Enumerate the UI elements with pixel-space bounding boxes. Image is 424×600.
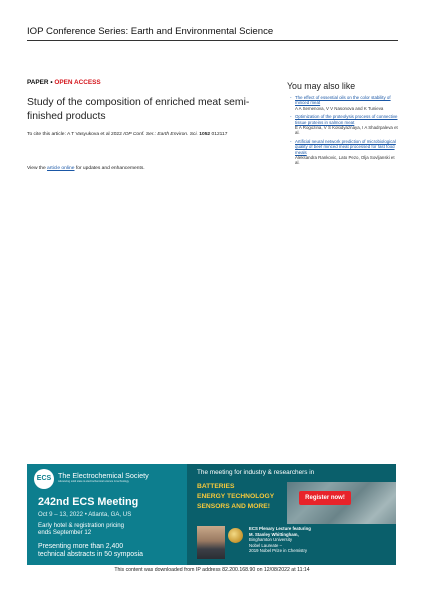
related-article-title[interactable]: The effect of essential oils on the color stability of minced meat bbox=[295, 95, 391, 106]
speaker-portrait bbox=[197, 526, 225, 559]
society-subtitle: Advancing solid state & electrochemical science & technology bbox=[58, 480, 129, 483]
society-name-line: The Electrochemical Society bbox=[58, 471, 149, 480]
abstracts-line: technical abstracts in 50 symposia bbox=[38, 551, 143, 558]
abstracts-note bbox=[38, 543, 143, 559]
banner-left-panel bbox=[27, 464, 187, 565]
bullet-icon: - bbox=[290, 95, 292, 100]
ecs-meeting-banner[interactable] bbox=[27, 464, 396, 565]
download-footer: This content was downloaded from IP address 82.200.168.90 on 12/08/2022 at 11:14 bbox=[114, 567, 310, 573]
citation-page: 012117 bbox=[210, 132, 228, 137]
paper-tag bbox=[27, 79, 101, 86]
article-title: Study of the composition of enriched meat semi-finished products bbox=[27, 97, 250, 122]
tag-separator: • bbox=[48, 79, 55, 86]
header-divider bbox=[27, 40, 398, 41]
view-prefix: View the bbox=[27, 166, 48, 171]
journal-name: IOP Conference Series: Earth and Environmental Science bbox=[27, 26, 274, 37]
related-article-authors: Aleksandra Rankovic, Lato Pezo, Olja Sovljanski et al. bbox=[295, 155, 395, 166]
plenary-line: Nobel Laureate – bbox=[249, 542, 282, 548]
citation-line bbox=[27, 132, 287, 137]
plenary-line: 2019 Nobel Prize in Chemistry bbox=[249, 548, 308, 554]
citation-journal: IOP Conf. Ser.: Earth Environ. Sci. bbox=[123, 132, 198, 137]
view-online-line bbox=[27, 166, 145, 171]
banner-right-panel bbox=[187, 464, 396, 565]
article-online-link[interactable]: article online bbox=[47, 166, 75, 171]
abstracts-line: Presenting more than 2,400 bbox=[38, 543, 124, 550]
topic-energy-technology: ENERGY TECHNOLOGY bbox=[197, 493, 275, 500]
society-name bbox=[58, 472, 149, 483]
paper-label: PAPER bbox=[27, 79, 49, 86]
meeting-dates: Oct 9 – 13, 2022 • Atlanta, GA, US bbox=[38, 511, 132, 518]
bullet-icon: - bbox=[290, 138, 292, 144]
plenary-line: ECS Plenary Lecture featuring bbox=[249, 526, 311, 531]
topic-batteries: BATTERIES bbox=[197, 483, 235, 490]
register-now-button[interactable]: Register now! bbox=[299, 491, 351, 505]
related-article-authors: A A Semenova, V V Nasonova and K Tunieva bbox=[295, 105, 384, 111]
plenary-line: M. Stanley Whittingham, bbox=[249, 531, 299, 537]
meeting-title: 242nd ECS Meeting bbox=[38, 496, 139, 508]
related-article-title[interactable]: Artificial neural network prediction of microbiological quality of beef minced meat processed for fast food meals bbox=[295, 138, 396, 155]
open-access-label: OPEN ACCESS bbox=[54, 79, 101, 86]
early-pricing-note bbox=[38, 522, 124, 537]
nobel-medal-icon bbox=[228, 528, 243, 543]
related-article-title[interactable]: Optimization of the proteolysis process of connective tissue proteins in salmon meat bbox=[295, 114, 398, 125]
view-suffix: for updates and enhancements. bbox=[74, 166, 145, 171]
bullet-icon: - bbox=[290, 114, 292, 120]
topic-sensors: SENSORS AND MORE! bbox=[197, 503, 270, 510]
related-article bbox=[290, 95, 398, 111]
related-article-authors: E A Rogozina, V S Kolodyaznaya, I A Shadrpaleva et al. bbox=[295, 125, 398, 136]
related-article bbox=[290, 114, 398, 136]
related-article bbox=[290, 139, 398, 166]
ecs-logo-icon: ECS bbox=[34, 469, 54, 489]
citation-prefix: To cite this article: A T Vasyukova et al 2022 bbox=[27, 132, 124, 137]
banner-tagline: The meeting for industry & researchers in bbox=[197, 469, 315, 476]
citation-volume: 1052 bbox=[199, 132, 211, 137]
early-pricing-line: Early hotel & registration pricing bbox=[38, 522, 125, 529]
plenary-line: Binghamton University bbox=[249, 537, 292, 543]
you-may-also-like-heading: You may also like bbox=[287, 81, 356, 91]
related-articles-list bbox=[290, 95, 398, 169]
early-pricing-line: ends September 12 bbox=[38, 529, 92, 537]
plenary-lecture-info bbox=[249, 526, 339, 554]
